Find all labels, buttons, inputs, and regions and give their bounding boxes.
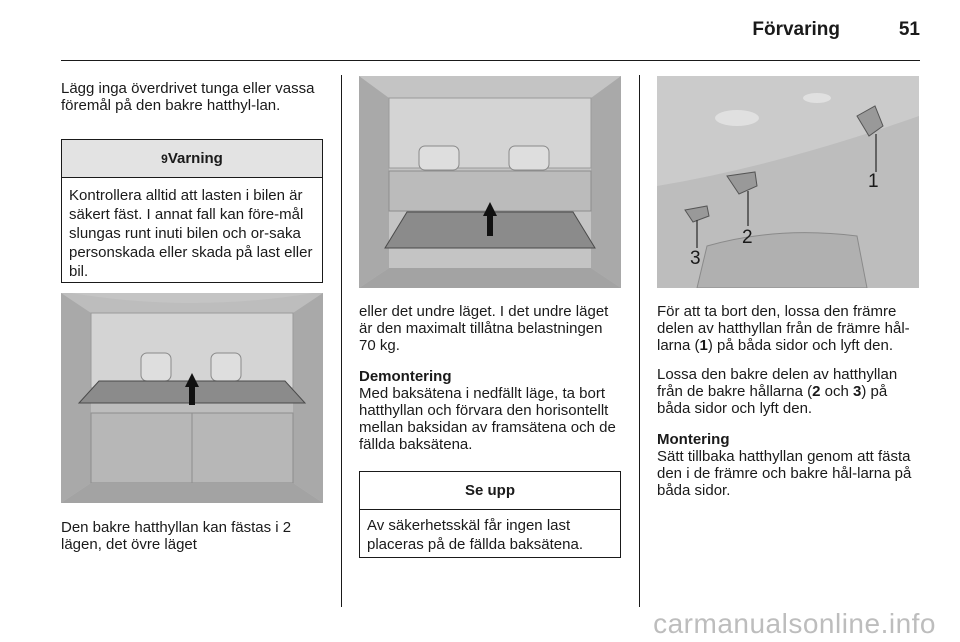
notice-header: Se upp [360,472,620,510]
page-title: Förvaring [752,19,840,40]
removal-heading: Demontering [359,368,452,385]
intro-paragraph: Lägg inga överdrivet tunga eller vassa föremål på den bakre hatthyl-lan. [61,80,315,114]
warning-header [62,140,322,178]
column-divider-2 [639,75,640,607]
notice-text: Av säkerhetsskäl får ingen last placeras på de fällda baksätena. [367,517,583,553]
callout-3: 3 [690,248,701,269]
column-3 [657,303,922,511]
warning-title: Varning [167,150,223,167]
caption-paragraph: Den bakre hatthyllan kan fästas i 2 lägen, det övre läget [61,519,292,553]
front-removal-paragraph: För att ta bort den, lossa den främre delen av hatthyllan från de främre hål-larna (1) på båda sidor och lyft den. [657,303,910,354]
column-divider-1 [341,75,342,607]
watermark: carmanualsonline.info [653,608,936,639]
trunk-upper-shelf-illustration [61,293,323,503]
notice-box [359,471,621,558]
shelf-mounting-points-illustration [657,76,919,288]
page-number: 51 [898,19,920,40]
trunk-lower-shelf-illustration [359,76,621,288]
warning-icon: 9 [161,152,168,166]
column-1 [61,80,323,126]
header-divider [61,60,920,61]
callout-2: 2 [742,227,753,248]
column-1-caption [61,519,323,565]
removal-paragraph: Med baksätena i nedfällt läge, ta bort hatthyllan och förvara den horisontellt mellan baksidan av framsätena och de fällda baksätena. [359,385,616,453]
install-heading: Montering [657,431,730,448]
rear-removal-paragraph: Lossa den bakre delen av hatthyllan från de bakre hållarna (2 och 3) på båda sidor och lyft den. [657,366,898,417]
install-paragraph: Sätt tillbaka hatthyllan genom att fästa den i de främre och bakre hål-larna på båda sidor. [657,448,912,499]
warning-box [61,139,323,283]
warning-text: Kontrollera alltid att lasten i bilen är säkert fäst. I annat fall kan före-mål slungas runt inuti bilen och or-saka personskada eller skada på last eller bil. [69,187,313,280]
lower-position-paragraph: eller det undre läget. I det undre läget är den maximalt tillåtna belastningen 70 kg. [359,303,609,354]
column-2 [359,303,621,465]
callout-1: 1 [868,171,879,192]
